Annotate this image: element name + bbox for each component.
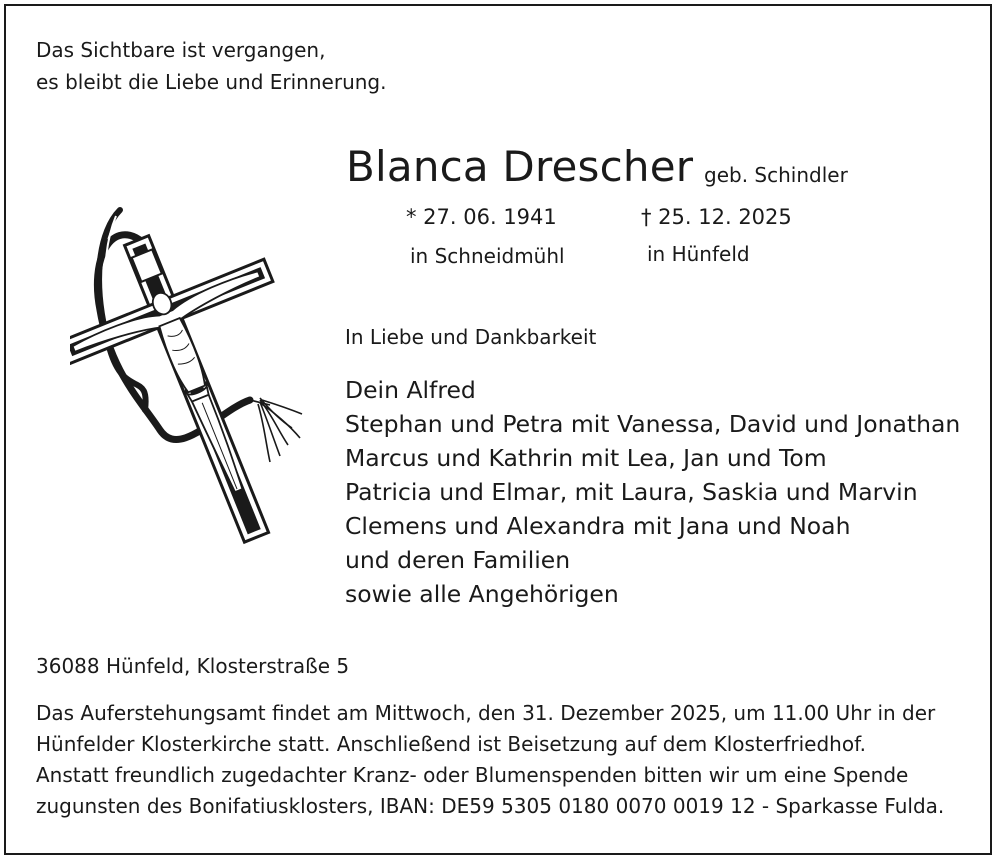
maiden-name: geb. Schindler [704,163,848,187]
thanks-line: In Liebe und Dankbarkeit [345,325,597,349]
motto-line-2: es bleibt die Liebe und Erinnerung. [36,70,387,94]
deceased-name: Blanca Drescher [346,142,694,191]
mourner-line: und deren Familien [345,546,571,574]
motto [36,34,386,98]
death-place: in Hünfeld [647,242,750,266]
service-notice [36,698,944,822]
mourners-list [345,373,960,611]
motto-line-1: Das Sichtbare ist vergangen, [36,38,326,62]
mourner-line: Patricia und Elmar, mit Laura, Saskia und Marvin [345,478,918,506]
notice-line: Das Auferstehungsamt findet am Mittwoch, den 31. Dezember 2025, um 11.00 Uhr in der [36,701,936,725]
notice-line: Hünfelder Klosterkirche statt. Anschließend ist Beisetzung auf dem Klosterfriedhof. [36,732,867,756]
address: 36088 Hünfeld, Klosterstraße 5 [36,654,350,678]
mourner-line: Clemens und Alexandra mit Jana und Noah [345,512,851,540]
notice-line: Anstatt freundlich zugedachter Kranz- oder Blumenspenden bitten wir um eine Spende [36,763,909,787]
notice-line: zugunsten des Bonifatiusklosters, IBAN: DE59 5305 0180 0070 0019 12 - Sparkasse Fulda. [36,794,945,818]
death-date: † 25. 12. 2025 [641,205,792,229]
mourner-line: sowie alle Angehörigen [345,580,619,608]
birth-date: * 27. 06. 1941 [406,205,557,229]
mourner-line: Marcus und Kathrin mit Lea, Jan und Tom [345,444,827,472]
birth-place: in Schneidmühl [410,244,565,268]
mourner-line: Stephan und Petra mit Vanessa, David und Jonathan [345,410,961,438]
mourner-line: Dein Alfred [345,376,476,404]
crucifix-icon [70,200,310,560]
